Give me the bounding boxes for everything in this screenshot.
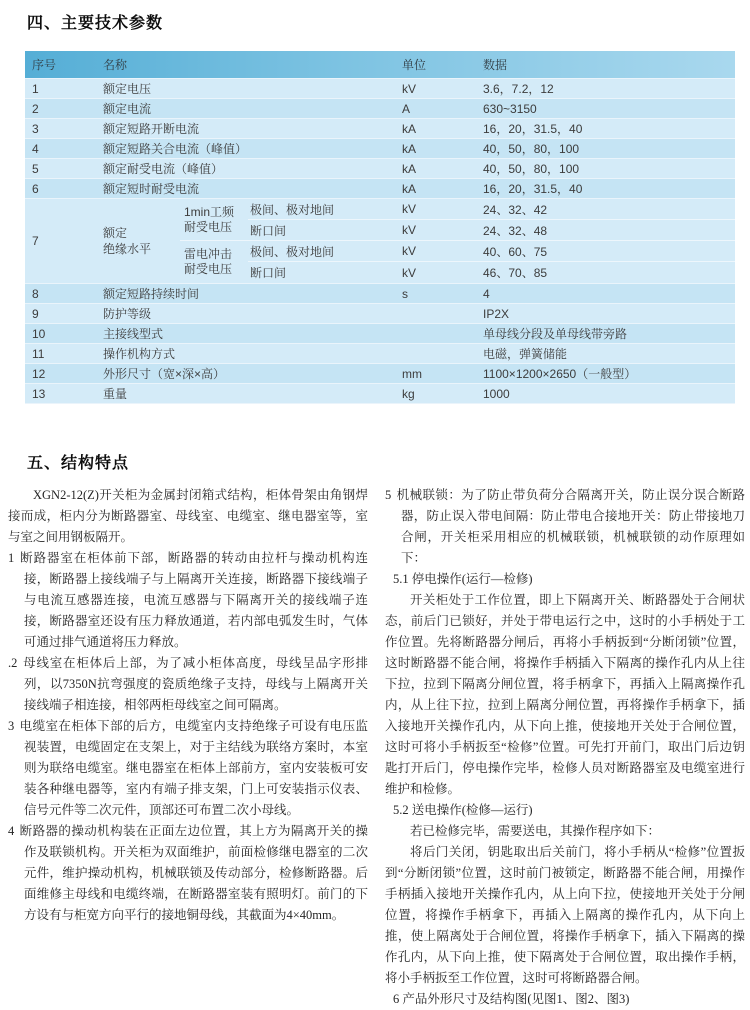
section-4-title: 四、主要技术参数 — [27, 15, 164, 32]
item-number: 4 — [8, 824, 15, 838]
cell-name: 防护等级 — [103, 307, 152, 321]
cell-condition: 断口间 — [248, 220, 400, 241]
paragraph-item-4 — [8, 821, 368, 926]
cell-no: 4 — [32, 141, 39, 156]
col-header-no: 序号 — [32, 58, 57, 72]
cell-no: 13 — [32, 386, 46, 401]
cell-unit: kA — [402, 121, 417, 136]
table-header-row — [25, 51, 735, 79]
cell-unit: kA — [402, 181, 417, 196]
cell-name: 额定短路持续时间 — [103, 287, 200, 301]
cell-no: 7 — [32, 234, 39, 248]
item-text: 电缆室在柜体下部的后方，电缆室内支持绝缘子可设有电压监视装置，电缆固定在支架上，对于主结线为联络方案时，本室则为联络电缆室。继电器室在柜体上部前方，室内安装板可安装各种继电器等，室内有端子排支架，门上可安装指示仪表、信号元件等二次元件，顶部还可布置二次小母线。 — [19, 719, 368, 817]
paragraph-5-1-body: 开关柜处于工作位置，即上下隔离开关、断路器处于合闸状态，前后门已锁好，并处于带电运行之中，这时的小手柄处于工作位置。先将断路器分闸后，再将小手柄扳到“分断闭锁”位置，这时断路器不能合闸，将操作手柄插入下隔离的操作孔内从上往下拉，拉到下隔离分闸位置，将手柄拿下，再插入上隔离操作孔内，从上往下拉，拉到上隔离分闸位置，再将操作手柄拿下，插入接地开关操作孔内，从下向上推，使接地开关处于合闸位置，这时可将小手柄扳至“检修”位置。可先打开前门，取出门后边钥匙打开后门，停电操作完毕，检修人员对断路器室及电缆室进行维护和检修。 — [385, 593, 745, 796]
heading-5-1: 5.1 停电操作(运行—检修) — [393, 572, 533, 586]
paragraph-5-2-body: 将后门关闭，钥匙取出后关前门，将小手柄从“检修”位置扳到“分断闭锁”位置，这时前门被锁定，断路器不能合闸，用操作手柄插入接地开关操作孔内，从上向下拉，使接地开关处于分闸位置，将操作手柄拿下，再插入上隔离的操作孔内，从下向上推，使上隔离处于合闸位置，将操作手柄拿下，插入下隔离的操作孔内，从下向上推，使下隔离处于合闸位置，取出操作手柄，将小手柄扳至工作位置，这时可将断路器合闸。 — [385, 845, 745, 985]
cell-unit: kA — [402, 161, 417, 176]
cell-name: 外形尺寸（宽×深×高） — [103, 367, 226, 381]
section-5-title: 五、结构特点 — [27, 455, 130, 472]
table-row — [25, 364, 735, 384]
paragraph-item-3 — [8, 716, 368, 821]
cell-name: 操作机构方式 — [103, 347, 176, 361]
cell-unit: kA — [402, 141, 417, 156]
cell-no: 2 — [32, 101, 39, 116]
paragraph-5-2-intro: 若已检修完毕，需要送电，其操作程序如下： — [410, 824, 661, 838]
cell-unit: kV — [400, 241, 480, 262]
cell-data: 单母线分段及单母线带旁路 — [483, 327, 628, 341]
cell-condition: 极间、极对地间 — [248, 241, 400, 262]
table-row — [25, 179, 735, 199]
cell-no: 3 — [32, 121, 39, 136]
cell-data: 3.6，7.2，12 — [483, 82, 554, 96]
table-row — [25, 344, 735, 364]
cell-data: 4 — [483, 286, 490, 301]
cell-data: 40、60、75 — [480, 241, 735, 262]
heading-5-2: 5.2 送电操作(检修—运行) — [393, 803, 533, 817]
cell-no: 1 — [32, 81, 39, 96]
item-number: 5 — [385, 488, 392, 502]
item-number: .2 — [8, 656, 18, 670]
paragraph-intro: XGN2-12(Z)开关柜为金属封闭箱式结构，柜体骨架由角钢焊接而成，柜内分为断路器室、母线室、电缆室、继电器室等，室与室之间用钢板隔开。 — [8, 488, 368, 544]
cell-data: 40，50，80，100 — [483, 162, 580, 176]
cell-data: 630~3150 — [483, 101, 537, 116]
cell-no: 8 — [32, 286, 39, 301]
cell-name — [100, 199, 180, 283]
spec-table — [25, 51, 735, 404]
table-row — [25, 304, 735, 324]
table-row — [25, 99, 735, 119]
group-line2: 耐受电压 — [184, 219, 233, 234]
cell-condition: 极间、极对地间 — [248, 199, 400, 220]
item-number: 3 — [8, 719, 15, 733]
cell-data: 46、70、85 — [483, 266, 548, 280]
cell-data: 24、32、42 — [480, 199, 735, 220]
table-row — [25, 159, 735, 179]
cell-no: 11 — [32, 346, 45, 361]
cell-condition: 断口间 — [250, 266, 287, 280]
cell-name: 额定短路关合电流（峰值） — [103, 142, 248, 156]
cell-name: 额定电压 — [103, 82, 152, 96]
cell-unit: kV — [402, 265, 417, 280]
table-row — [25, 119, 735, 139]
cell-name-line2: 绝缘水平 — [103, 242, 152, 256]
cell-name: 额定电流 — [103, 102, 152, 116]
item-number: 1 — [8, 551, 15, 565]
table-row — [25, 324, 735, 344]
item-text: 断路器的操动机构装在正面左边位置，其上方为隔离开关的操作及联锁机构。开关柜为双面维护，前面检修继电器室的二次元件，维护操动机构，机械联锁及传动部分，检修断路器。后面维修主母线和电缆终端，在断路器室装有照明灯。前门的下方设有与柜宽方向平行的接地铜母线，其截面为4×40mm。 — [19, 824, 368, 922]
table-row-insulation-level — [25, 199, 735, 284]
paragraph-item-6: 6 产品外形尺寸及结构图(见图1、图2、图3) — [393, 992, 630, 1006]
cell-unit: kV — [402, 81, 417, 96]
cell-data: 16，20，31.5，40 — [483, 122, 583, 136]
cell-name: 重量 — [103, 387, 128, 401]
cell-data: 1000 — [483, 386, 510, 401]
cell-data: 电磁，弹簧储能 — [483, 347, 568, 361]
cell-group-lightning-impulse — [180, 241, 248, 283]
cell-unit: kV — [400, 220, 480, 241]
group-line1: 1min工频 — [184, 204, 235, 219]
col-header-unit: 单位 — [402, 58, 427, 72]
cell-no: 6 — [32, 181, 39, 196]
paragraph-item-5 — [385, 485, 745, 569]
cell-unit: kg — [402, 386, 415, 401]
cell-data: 40，50，80，100 — [483, 142, 580, 156]
paragraph-item-1 — [8, 548, 368, 653]
cell-name: 额定短时耐受电流 — [103, 182, 200, 196]
cell-no: 9 — [32, 306, 39, 321]
cell-data: IP2X — [483, 306, 510, 321]
cell-data: 16，20，31.5，40 — [483, 182, 583, 196]
col-header-name: 名称 — [103, 58, 128, 72]
cell-data: 1100×1200×2650（一般型） — [483, 367, 637, 381]
item-text: 断路器室在柜体前下部，断路器的转动由拉杆与操动机构连接，断路器上接线端子与上隔离开关连接，断路器下接线端子与电流互感器连接，电流互感器与下隔离开关的接线端子连接，断路器室还设有压力释放通道，若内部电弧发生时，气体可通过排气通道将压力释放。 — [19, 551, 368, 649]
cell-unit: kV — [400, 199, 480, 220]
two-column-text — [8, 485, 745, 1010]
cell-name: 主接线型式 — [103, 327, 164, 341]
group-line2: 耐受电压 — [184, 262, 233, 276]
cell-name: 额定短路开断电流 — [103, 122, 200, 136]
table-row — [25, 284, 735, 304]
cell-unit: s — [402, 286, 408, 301]
paragraph-item-2 — [8, 653, 368, 716]
cell-no: 5 — [32, 161, 39, 176]
cell-group-power-frequency — [180, 199, 248, 241]
cell-unit: mm — [402, 366, 422, 381]
item-text: 母线室在柜体后上部，为了减小柜体高度，母线呈品字形排列，以7350N抗弯强度的瓷质绝缘子支持，母线与上隔离开关接线端子相连接，相邻两柜母线室之间可隔离。 — [22, 656, 368, 712]
cell-data: 24、32、48 — [480, 220, 735, 241]
table-row — [25, 384, 735, 404]
cell-unit: A — [402, 101, 411, 116]
col-header-data: 数据 — [483, 58, 508, 72]
cell-no: 12 — [32, 366, 46, 381]
cell-no: 10 — [32, 326, 46, 341]
right-column — [385, 485, 745, 1010]
cell-name: 额定耐受电流（峰值） — [103, 162, 224, 176]
group-line1: 雷电冲击 — [184, 247, 233, 261]
cell-name-line1: 额定 — [103, 226, 128, 240]
table-row — [25, 79, 735, 99]
item-text: 机械联锁：为了防止带负荷分合隔离开关，防止误分误合断路器，防止误入带电间隔：防止带电合接地开关：防止带接地刀合闸，开关柜采用相应的机械联锁，机械联锁的动作原理如下： — [396, 488, 745, 565]
left-column — [8, 485, 368, 1010]
table-row — [25, 139, 735, 159]
